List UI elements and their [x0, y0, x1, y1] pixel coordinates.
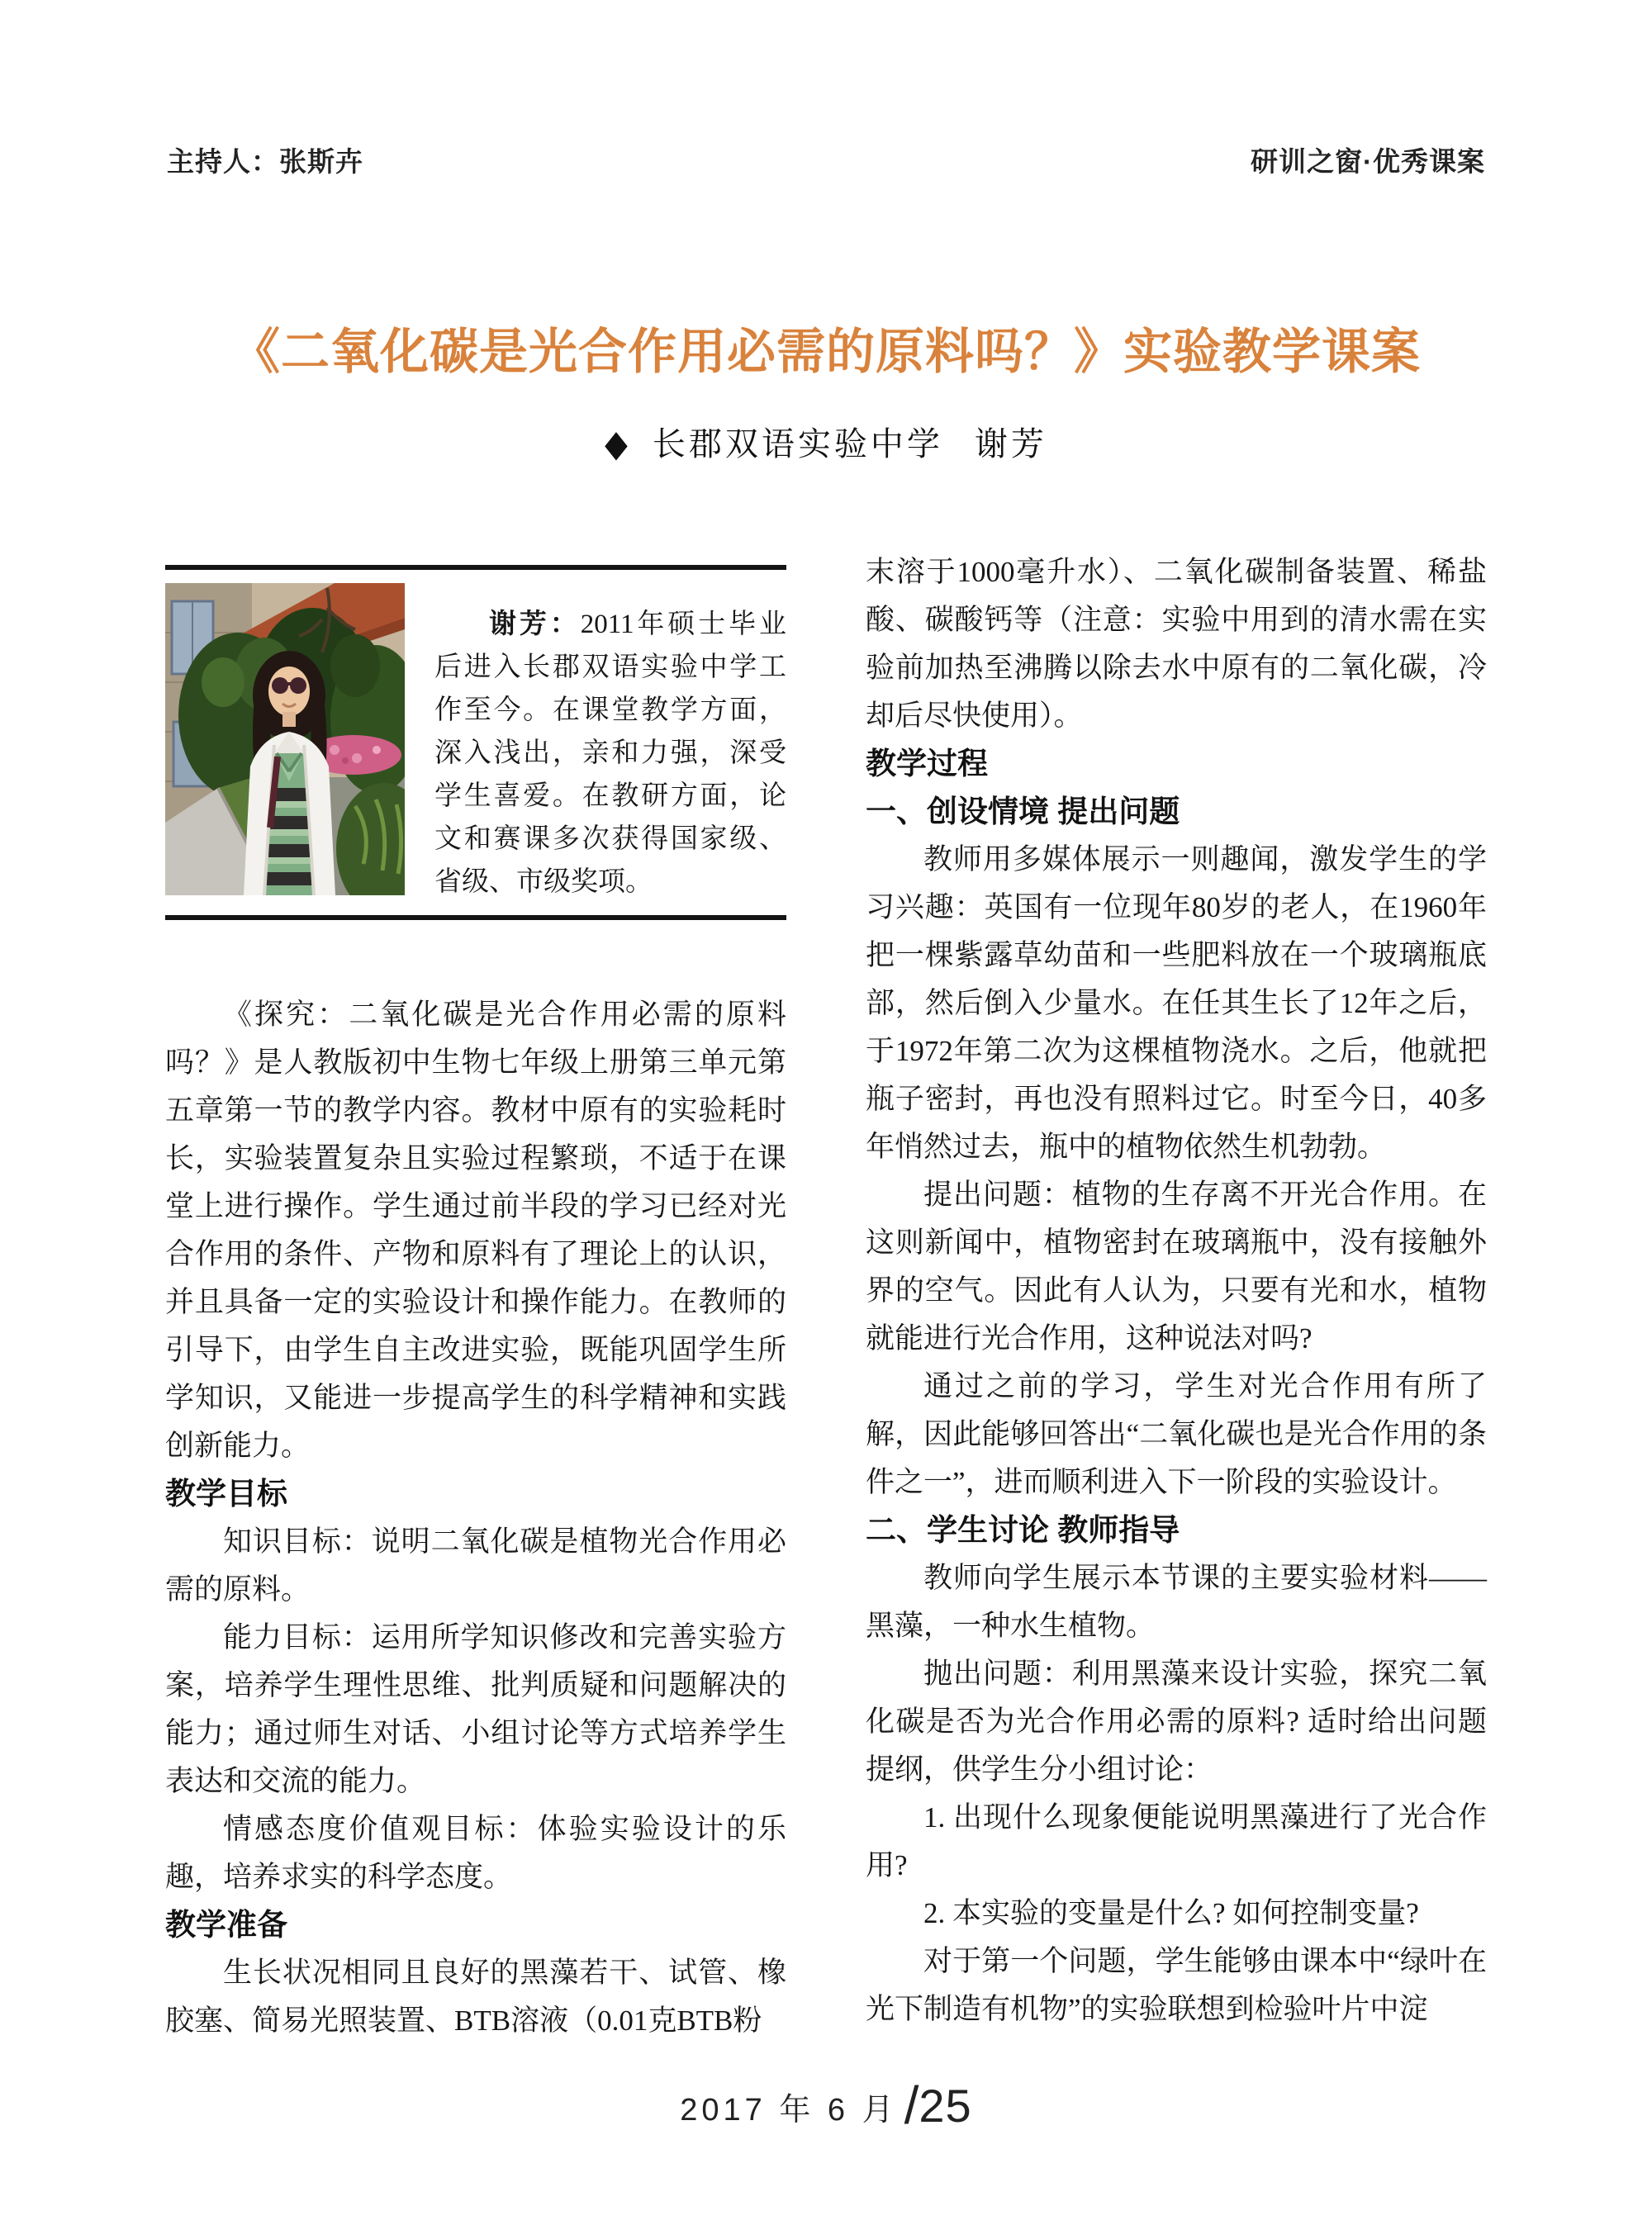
paragraph-step1-story: 教师用多媒体展示一则趣闻，激发学生的学习兴趣：英国有一位现年80岁的老人，在1960年把一棵紫露草幼苗和一些肥料放在一个玻璃瓶底部，然后倒入少量水。在任其生长了12年之后，于1972年第二次为这棵植物浇水。之后，他就把瓶子密封，再也没有照料过它。时至今日，40多年悄然过去，瓶中的植物依然生机勃勃。: [866, 843, 1487, 1163]
paragraph-discussion-q1: 1. 出现什么现象便能说明黑藻进行了光合作用?: [866, 1801, 1487, 1881]
paragraph-preparation-continued: 末溶于1000毫升水）、二氧化碳制备装置、稀盐酸、碳酸钙等（注意：实验中用到的清水需在实验前加热至沸腾以除去水中原有的二氧化碳，冷却后尽快使用）。: [866, 556, 1487, 732]
heading-teaching-goals: 教学目标: [165, 1477, 287, 1511]
heading-step1-create-context: 一、创设情境 提出问题: [866, 795, 1180, 828]
heading-step2-discussion: 二、学生讨论 教师指导: [866, 1513, 1180, 1547]
paragraph-lesson-intro: 《探究：二氧化碳是光合作用必需的原料吗？》是人教版初中生物七年级上册第三单元第五章第一节的教学内容。教材中原有的实验耗时长，实验装置复杂且实验过程繁琐，不适于在课堂上进行操作。学生通过前半段的学习已经对光合作用的条件、产物和原料有了理论上的认识，并且具备一定的实验设计和操作能力。在教师的引导下，由学生自主改进实验，既能巩固学生所学知识，又能进一步提高学生的科学精神和实践创新能力。: [165, 999, 786, 1462]
teacher-portrait-photo: [165, 583, 405, 895]
paragraph-goal-knowledge: 知识目标：说明二氧化碳是植物光合作用必需的原料。: [165, 1525, 786, 1606]
diamond-icon: ◆: [605, 423, 628, 464]
paragraph-goal-ability: 能力目标：运用所学知识修改和完善实验方案，培养学生理性思维、批判质疑和问题解决的能力；通过师生对话、小组讨论等方式培养学生表达和交流的能力。: [165, 1621, 786, 1797]
page-footer: [0, 2075, 1652, 2136]
article-title: 《二氧化碳是光合作用必需的原料吗？》实验教学课案: [230, 325, 1421, 379]
header-host-label: 主持人：张斯卉: [167, 146, 363, 177]
paragraph-preparation: 生长状况相同且良好的黑藻若干、试管、橡胶塞、简易光照装置、BTB溶液（0.01克BTB粉: [165, 1957, 786, 2037]
byline-author: 谢芳: [974, 425, 1047, 463]
paragraph-step2-material: 教师向学生展示本节课的主要实验材料——黑藻，一种水生植物。: [866, 1562, 1487, 1642]
right-column: [866, 548, 1487, 2033]
paragraph-discussion-q2: 2. 本实验的变量是什么? 如何控制变量?: [923, 1897, 1419, 1929]
footer-page-number: 25: [919, 2080, 972, 2132]
author-profile-box: [165, 565, 786, 920]
footer-slash: /: [904, 2076, 919, 2135]
footer-date: 2017 年 6 月: [680, 2093, 898, 2128]
author-photo: [165, 583, 405, 895]
header-column-label: 研训之窗·优秀课案: [1251, 146, 1485, 177]
paragraph-answer-q1: 对于第一个问题，学生能够由课本中“绿叶在光下制造有机物”的实验联想到检验叶片中淀: [866, 1945, 1487, 2025]
paragraph-goal-emotion: 情感态度价值观目标：体验实验设计的乐趣，培养求实的科学态度。: [165, 1813, 786, 1893]
paragraph-step1-transition: 通过之前的学习，学生对光合作用有所了解，因此能够回答出“二氧化碳也是光合作用的条件之一”，进而顺利进入下一阶段的实验设计。: [866, 1370, 1487, 1498]
byline-school: 长郡双语实验中学: [652, 425, 943, 463]
heading-teaching-process: 教学过程: [866, 747, 988, 780]
left-column: [165, 565, 786, 2045]
running-head: [167, 140, 1485, 179]
paragraph-step2-question: 抛出问题：利用黑藻来设计实验，探究二氧化碳是否为光合作用必需的原料? 适时给出问题提纲，供学生分小组讨论：: [866, 1658, 1487, 1786]
author-bio-text: 2011年硕士毕业后进入长郡双语实验中学工作至今。在课堂教学方面，深入浅出，亲和力强，深受学生喜爱。在教研方面，论文和赛课多次获得国家级、省级、市级奖项。: [434, 610, 787, 897]
heading-teaching-preparation: 教学准备: [165, 1908, 287, 1942]
article-byline: [0, 418, 1652, 465]
author-name: 谢芳：: [489, 610, 581, 639]
author-bio: [434, 603, 786, 904]
paragraph-step1-question: 提出问题：植物的生存离不开光合作用。在这则新闻中，植物密封在玻璃瓶中，没有接触外界的空气。因此有人认为，只要有光和水，植物就能进行光合作用，这种说法对吗?: [866, 1179, 1487, 1354]
